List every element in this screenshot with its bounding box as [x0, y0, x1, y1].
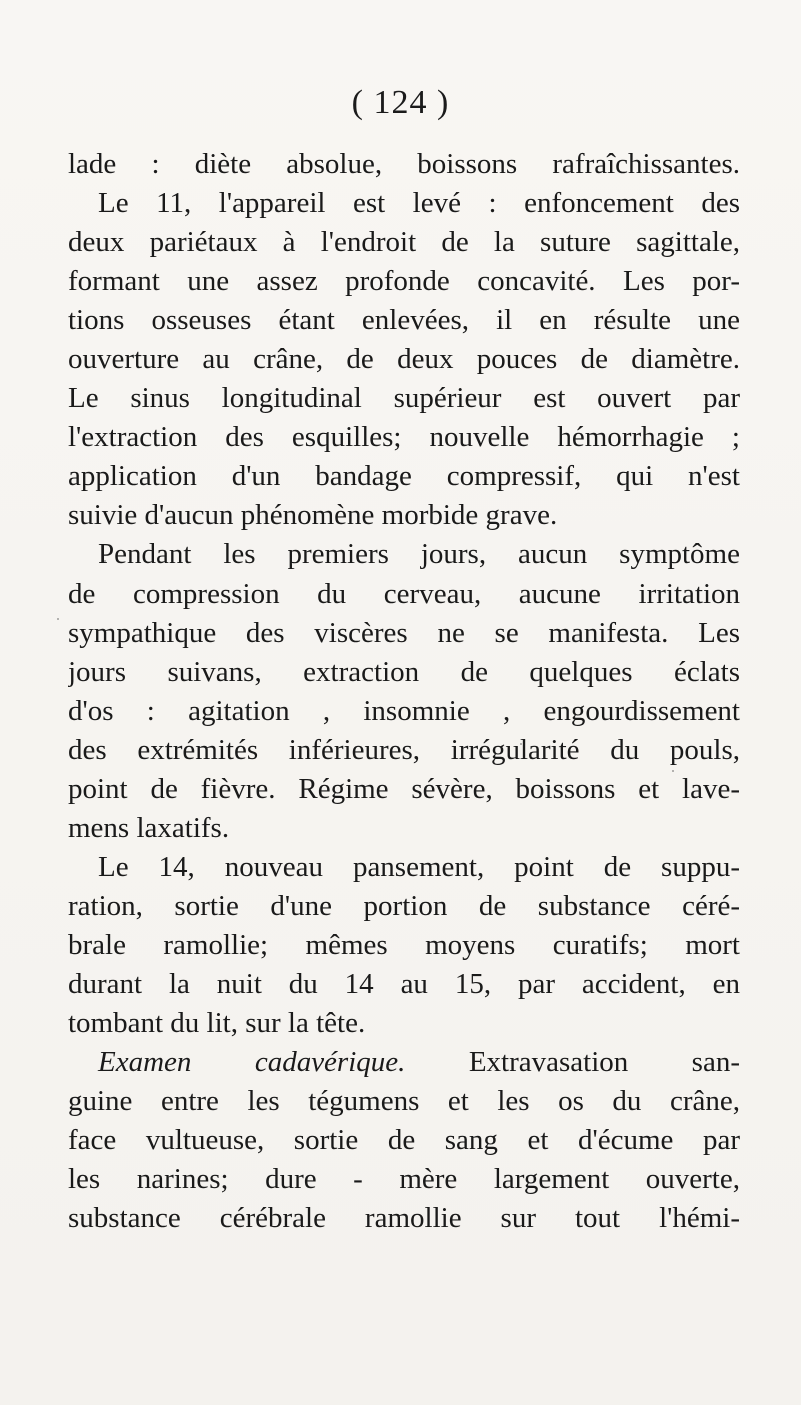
print-speck: [104, 560, 106, 562]
text-line: Le sinus longitudinal supérieur est ouvert par: [68, 382, 740, 415]
text-line: d'os : agitation , insomnie , engourdissement: [68, 694, 740, 727]
text-line: tombant du lit, sur la tête.: [68, 1007, 366, 1040]
text-line: durant la nuit du 14 au 15, par accident, en: [68, 967, 740, 1000]
text-line: mens laxatifs.: [68, 811, 230, 844]
text-line: ouverture au crâne, de deux pouces de diamètre.: [68, 343, 740, 376]
text-line: lade : diète absolue, boissons rafraîchissantes.: [68, 148, 740, 180]
text-line: de compression du cerveau, aucune irritation: [68, 577, 740, 610]
text-line: deux pariétaux à l'endroit de la suture sagittale,: [68, 226, 740, 259]
text-line: application d'un bandage compressif, qui n'est: [68, 460, 740, 493]
text-line: des extrémités inférieures, irrégularité du pouls,: [68, 733, 740, 766]
text-line: Le 14, nouveau pansement, point de suppu-: [98, 850, 740, 883]
text-line: guine entre les tégumens et les os du crâne,: [68, 1085, 740, 1118]
text-line: Pendant les premiers jours, aucun symptôme: [98, 538, 740, 571]
text-line: jours suivans, extraction de quelques éclats: [68, 655, 740, 688]
text-line: point de fièvre. Régime sévère, boissons et lave-: [68, 772, 740, 805]
print-speck: [520, 743, 522, 745]
text-line: formant une assez profonde concavité. Les por-: [68, 265, 740, 298]
body-text: [68, 145, 740, 1238]
text-line: les narines; dure - mère largement ouverte,: [68, 1163, 740, 1196]
text-line: suivie d'aucun phénomène morbide grave.: [68, 499, 558, 532]
text-line: ration, sortie d'une portion de substance céré-: [68, 889, 740, 922]
italic-heading: Examen cadavérique.: [98, 1046, 406, 1079]
print-speck: [57, 618, 59, 620]
text-line: l'extraction des esquilles; nouvelle hémorrhagie ;: [68, 421, 740, 454]
text-line: substance cérébrale ramollie sur tout l'hémi-: [68, 1202, 740, 1235]
text-line: tions osseuses étant enlevées, il en résulte une: [68, 304, 740, 337]
text-line: Le 11, l'appareil est levé : enfoncement des: [98, 187, 740, 220]
print-speck: [672, 770, 674, 772]
text-line: face vultueuse, sortie de sang et d'écume par: [68, 1124, 740, 1157]
text-run: Extravasation san-: [405, 1046, 740, 1079]
text-line: sympathique des viscères ne se manifesta. Les: [68, 616, 740, 649]
text-line: [68, 1043, 740, 1082]
text-line: brale ramollie; mêmes moyens curatifs; mort: [68, 928, 740, 961]
page-number: ( 124 ): [351, 84, 450, 121]
